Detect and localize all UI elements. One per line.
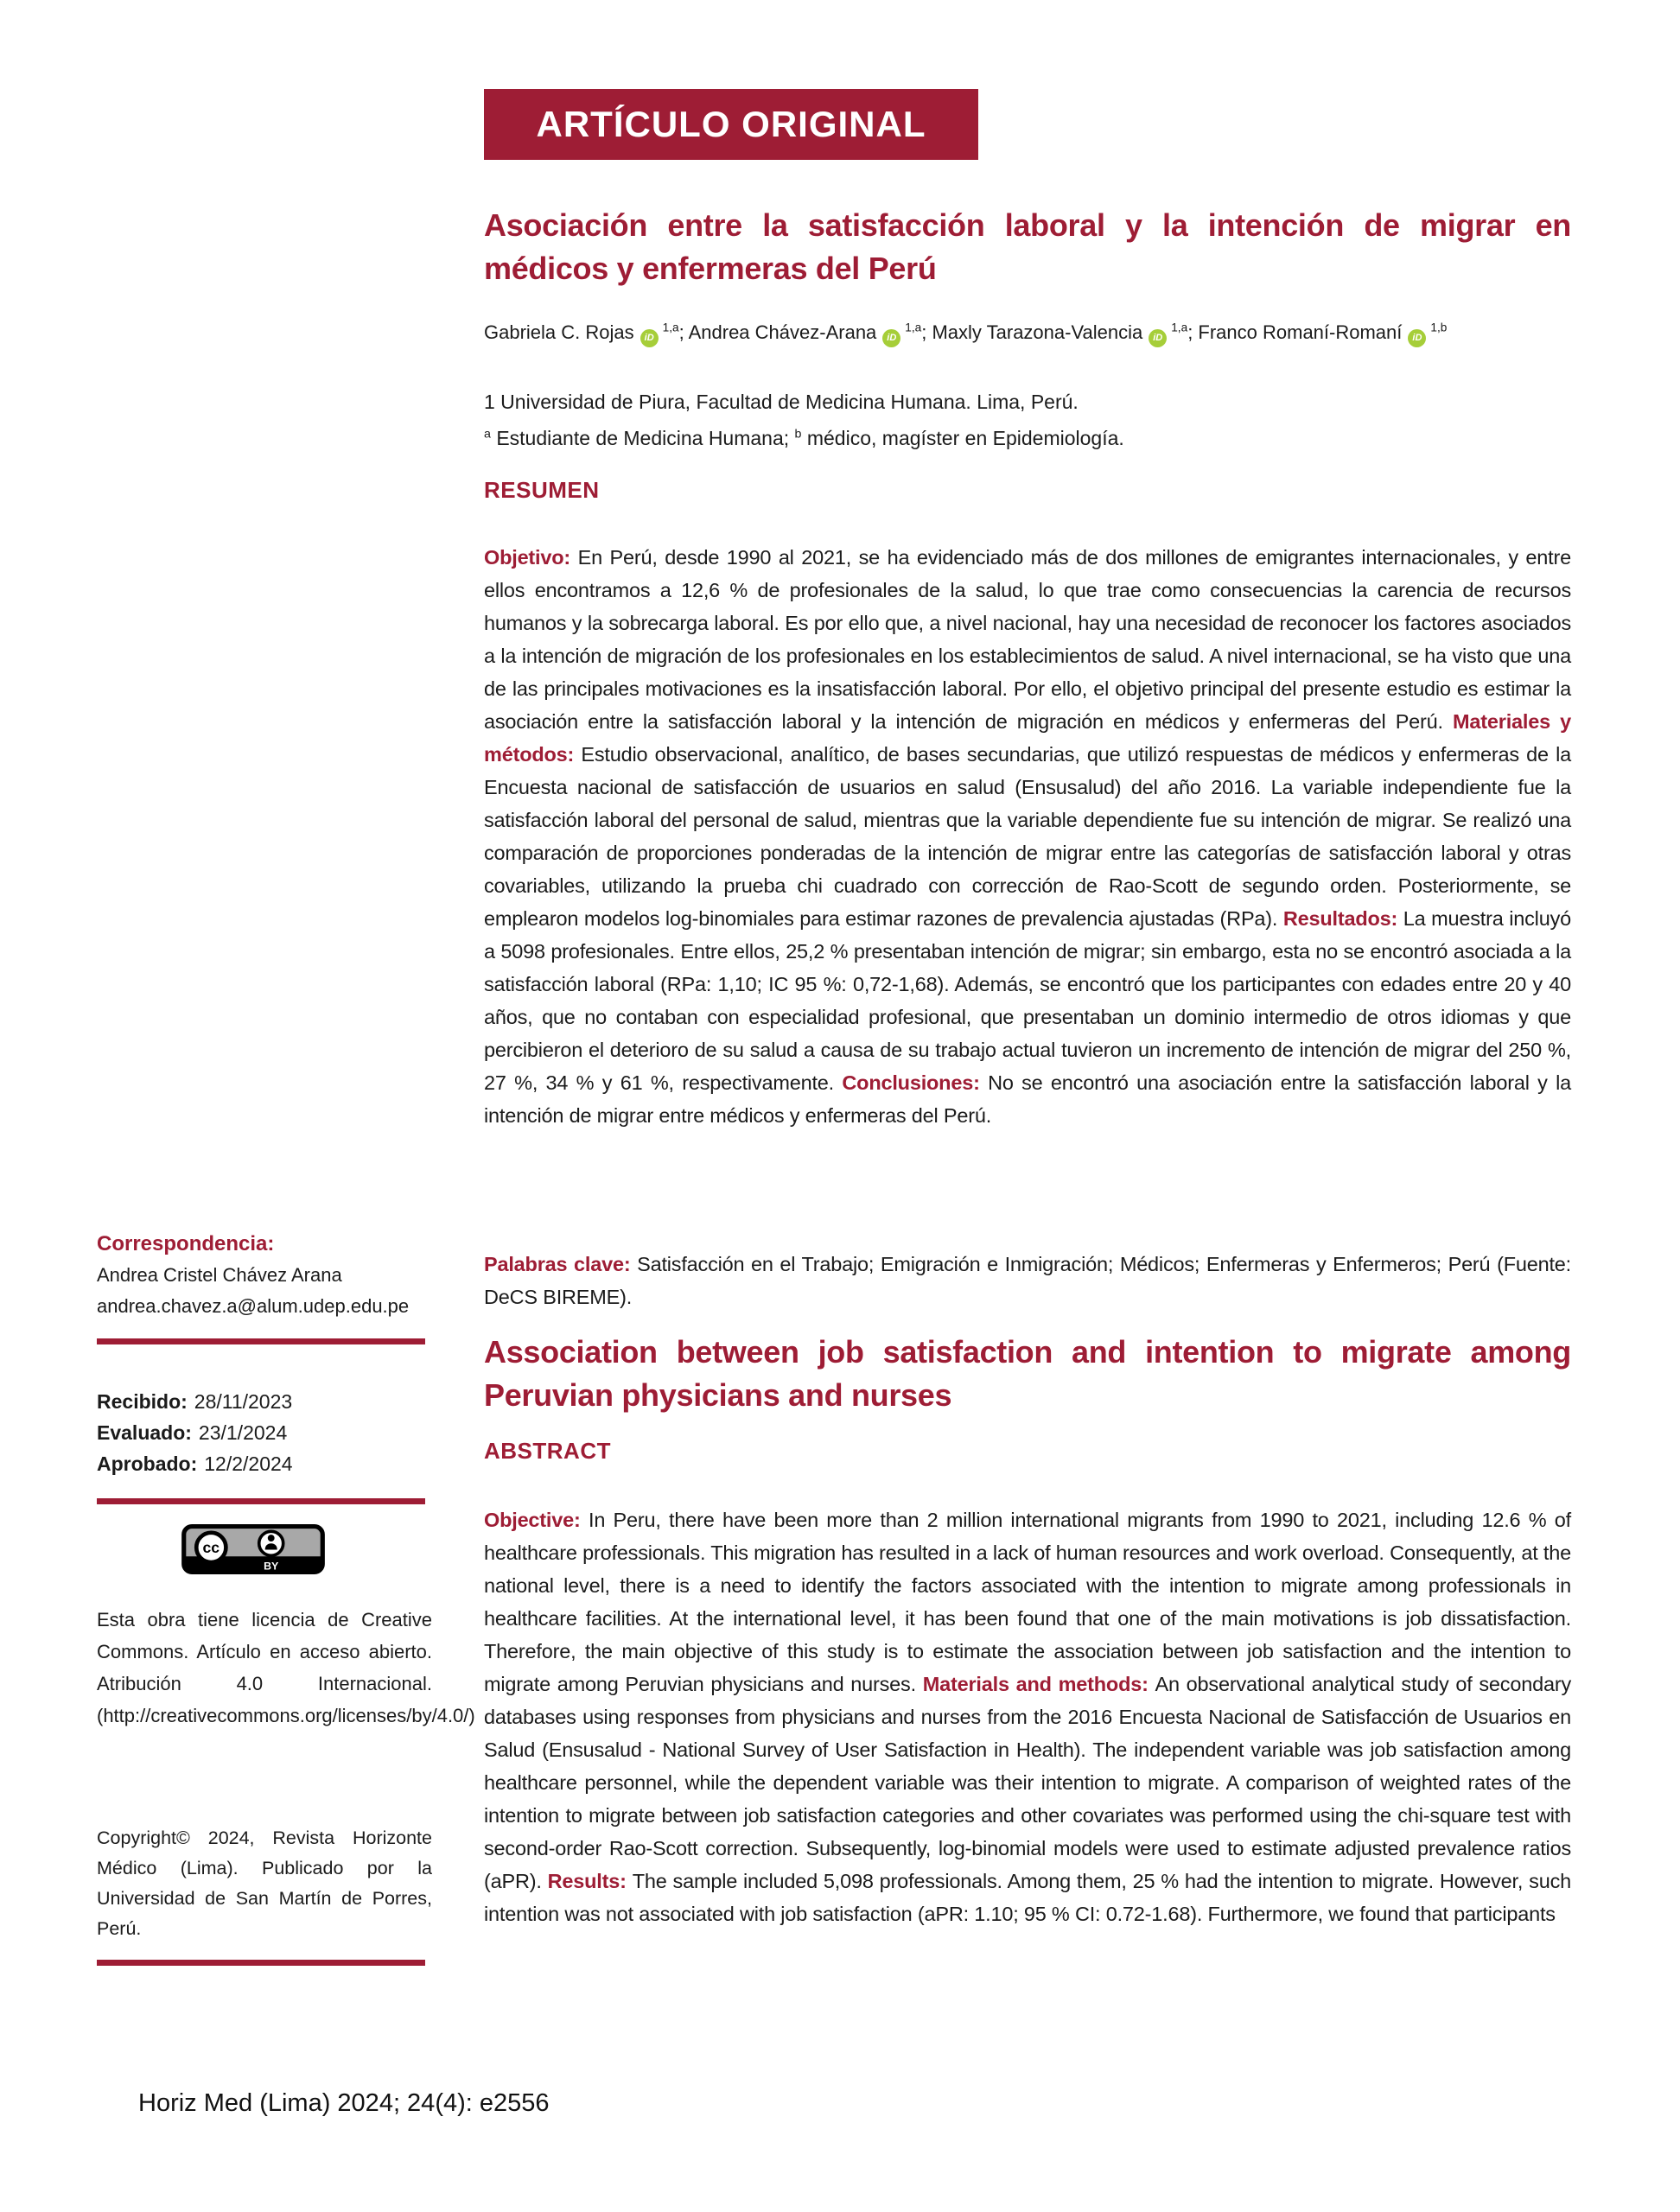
orcid-icon: iD	[640, 329, 659, 347]
correspondence-email[interactable]: andrea.chavez.a@alum.udep.edu.pe	[97, 1295, 410, 1317]
orcid-icon: iD	[882, 329, 900, 347]
correspondence-heading: Correspondencia:	[97, 1232, 275, 1255]
approved-date-value: 12/2/2024	[204, 1452, 293, 1475]
article-title-en: Association between job satisfaction and intention to migrate among Peruvian physicians and nurses	[484, 1334, 1571, 1413]
correspondence-name: Andrea Cristel Chávez Arana	[97, 1264, 342, 1286]
resumen-heading: RESUMEN	[484, 477, 600, 503]
abstract-heading: ABSTRACT	[484, 1438, 611, 1464]
affiliation-line-2: $^a$ Estudiante de Medicina Humana; $^b$ médico, magíster en Epidemiología.	[484, 427, 1124, 449]
abstract-paragraph: Objective: In Peru, there have been more than 2 million international migrants from 1990 to 2021, including 12.6 % of healthcare professionals. This migration has resulted in a lack of human resources and work overload. Consequently, at the national level, there is a need to identify the factors associated with the intention to migrate among professionals in healthcare facilities. At the international level, it has been found that one of the main motivations is job dissatisfaction. Therefore, the main objective of this study is to estimate the association between job satisfaction and the intention to migrate among Peruvian physicians and nurses. Materials and methods: An observational analytical study of secondary databases using responses from physicians and nurses from the 2016 Encuesta Nacional de Satisfacción de Usuarios en Salud (Ensusalud - National Survey of User Satisfaction in Health). The independent variable was job satisfaction among healthcare personnel, while the dependent variable was their intention to migrate. A comparison of weighted rates of the intention to migrate between job satisfaction categories and other covariates was performed using the chi-square test with second-order Rao-Scott correction. Subsequently, log-binomial models were used to estimate adjusted prevalence ratios (aPR). Results: The sample included 5,098 professionals. Among them, 25 % had the intention to migrate. However, such intention was not associated with job satisfaction (aPR: 1.10; 95 % CI: 0.72-1.68). Furthermore, we found that participants	[484, 1509, 1571, 1925]
cc-by-license-badge[interactable]	[181, 1524, 325, 1574]
article-type-label: ARTÍCULO ORIGINAL	[536, 104, 926, 144]
correspondence-block	[97, 1229, 432, 1322]
person-icon-head	[268, 1535, 275, 1541]
article-title-es: Asociación entre la satisfacción laboral y la intención de migrar en médicos y enfermeras del Perú	[484, 207, 1571, 286]
affiliation-line-1: 1 Universidad de Piura, Facultad de Medicina Humana. Lima, Perú.	[484, 391, 1079, 413]
resumen-paragraph: Objetivo: En Perú, desde 1990 al 2021, se ha evidenciado más de dos millones de emigrantes internacionales, y entre ellos encontramos a 12,6 % de profesionales de la salud, lo que trae como consecuencias la carencia de recursos humanos y la sobrecarga laboral. Es por ello que, a nivel nacional, hay una necesidad de reconocer los factores asociados a la intención de migración de los profesionales en los establecimientos de salud. A nivel internacional, se ha visto que una de las principales motivaciones es la insatisfacción laboral. Por ello, el objetivo principal del presente estudio es estimar la asociación entre la satisfacción laboral y la intención de migración en médicos y enfermeras del Perú. Materiales y métodos: Estudio observacional, analítico, de bases secundarias, que utilizó respuestas de médicos y enfermeras de la Encuesta nacional de satisfacción de usuarios en salud (Ensusalud) del año 2016. La variable independiente fue la satisfacción laboral del personal de salud, mientras que la variable dependiente fue su intención de migrar. Se realizó una comparación de proporciones ponderadas de la intención de migrar entre las categorías de satisfacción laboral y otras covariables, utilizando la prueba chi cuadrado con corrección de Rao-Scott de segundo orden. Posteriormente, se emplearon modelos log-binomiales para estimar razones de prevalencia ajustadas (RPa). Resultados: La muestra incluyó a 5098 profesionales. Entre ellos, 25,2 % presentaban intención de migrar; sin embargo, esta no se encontró asociada a la satisfacción laboral (RPa: 1,10; IC 95 %: 0,72-1,68). Además, se encontró que los participantes con edades entre 20 y 40 años, que no contaban con especialidad profesional, que presentaban un dominio intermedio de otros idiomas y que percibieron el deterioro de su salud a causa de su trabajo actual tuvieron un incremento de intención de migrar del 250 %, 27 %, 34 % y 61 %, respectivamente. Conclusiones: No se encontró una asociación entre la satisfacción laboral y la intención de migrar entre médicos y enfermeras del Perú.	[484, 546, 1572, 1127]
orcid-icon: iD	[1408, 329, 1426, 347]
sidebar-divider-1	[97, 1338, 425, 1344]
dates-block	[97, 1386, 432, 1479]
evaluated-date-label: Evaluado:	[97, 1421, 192, 1444]
sidebar-divider-2	[97, 1498, 425, 1504]
evaluated-date-row	[97, 1417, 432, 1448]
license-text: Esta obra tiene licencia de Creative Commons. Artículo en acceso abierto. Atribución 4.0 Internacional. (http://creativecommons.org/licenses/by/4.0/)	[97, 1609, 475, 1726]
keywords-paragraph: Palabras clave: Satisfacción en el Trabajo; Emigración e Inmigración; Médicos; Enfermeras y Enfermeros; Perú (Fuente: DeCS BIREME).	[484, 1253, 1571, 1308]
copyright-text: Copyright© 2024, Revista Horizonte Médico (Lima). Publicado por la Universidad de San Martín de Porres, Perú.	[97, 1827, 432, 1939]
evaluated-date-value: 23/1/2024	[198, 1421, 288, 1444]
article-type-banner	[484, 89, 978, 160]
approved-date-label: Aprobado:	[97, 1452, 198, 1475]
authors-line: Gabriela C. Rojas iD$^{1,a}$; Andrea Chávez-Arana iD$^{1,a}$; Maxly Tarazona-Valencia iD$^{1,a}$; Franco Romaní-Romaní iD$^{1,b}$	[484, 321, 1607, 347]
received-date-value: 28/11/2023	[194, 1390, 293, 1413]
received-date-row	[97, 1386, 432, 1417]
footer-citation: Horiz Med (Lima) 2024; 24(4): e2556	[138, 2089, 550, 2117]
orcid-icon: iD	[1149, 329, 1167, 347]
cc-logo-letters: cc	[202, 1539, 220, 1557]
received-date-label: Recibido:	[97, 1390, 188, 1413]
sidebar-divider-3	[97, 1960, 425, 1966]
by-label: BY	[264, 1560, 279, 1573]
approved-date-row	[97, 1448, 432, 1479]
